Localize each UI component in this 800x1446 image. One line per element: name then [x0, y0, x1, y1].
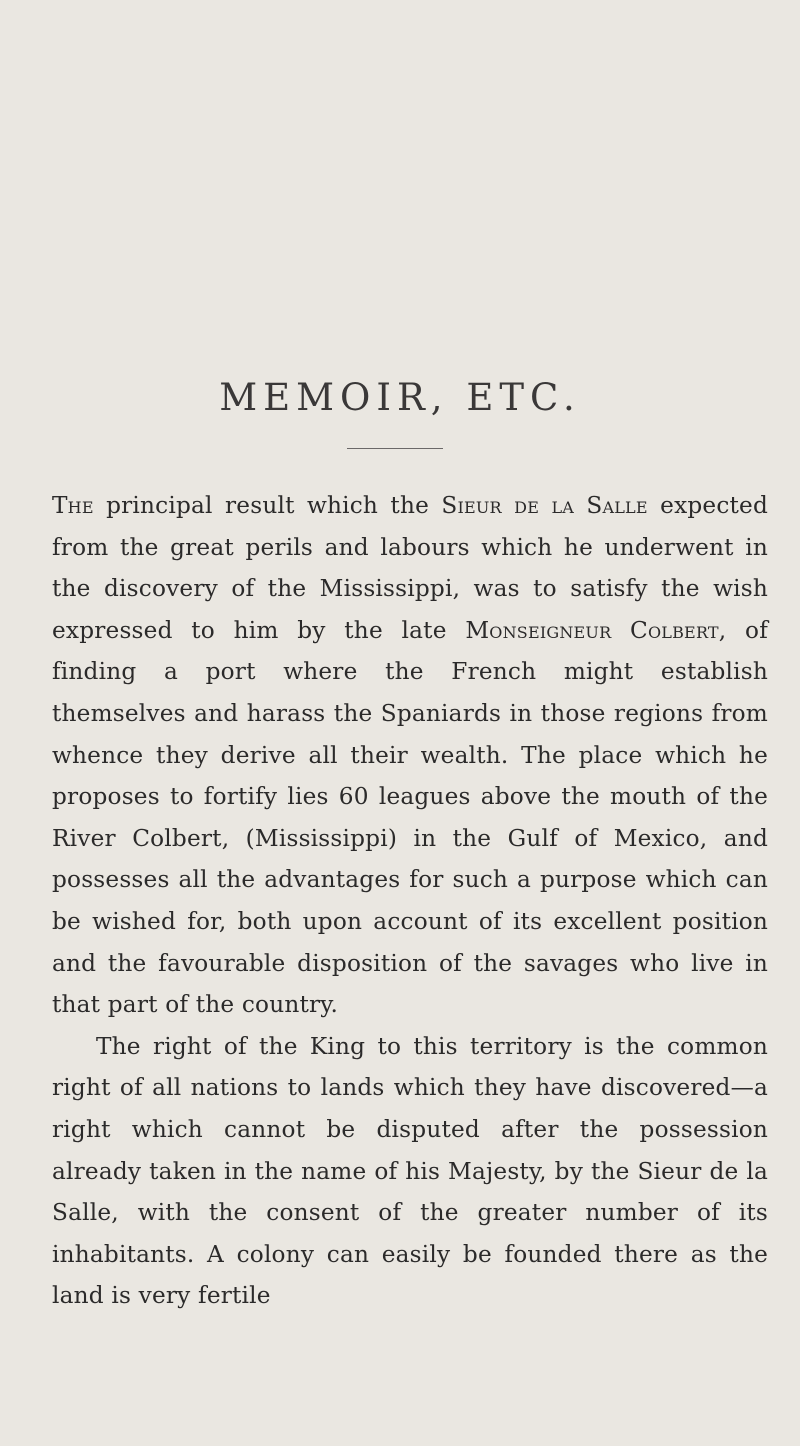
paragraph-1-part-2: expected from the great perils and labours which he underwent in the discovery of the Mississippi, was to satisfy the wish expressed to him by the late: [52, 492, 768, 644]
title-rule: [347, 448, 443, 449]
body-text: [52, 485, 768, 1317]
paragraph-lead-word: The: [52, 492, 94, 519]
paragraph-1: [52, 485, 768, 1026]
page-title: MEMOIR, ETC.: [219, 376, 581, 419]
name-monseigneur-colbert: Monseigneur Colbert,: [465, 616, 727, 644]
name-sieur-de-la-salle: Sieur de la Salle: [441, 492, 648, 519]
paragraph-2: The right of the King to this territory is the common right of all nations to lands which they have discovered—a right which cannot be disputed after the possession already taken in the name of his Majesty, by the Sieur de la Salle, with the consent of the greater number of its inhabitants. A colony can easily be founded there as the land is very fertile: [52, 1032, 768, 1310]
paragraph-1-part-3: of finding a port where the French might establish themselves and harass the Spaniards in those regions from whence they derive all their wealth. The place which he proposes to fortify lies 60 leagues above the mouth of the River Colbert, (Mississippi) in the Gulf of Mexico, and possesses all the advantages for such a purpose which can be wished for, both upon account of its excellent position and the favourable disposition of the savages who live in that part of the country.: [52, 616, 768, 1019]
paragraph-1-part-1: principal result which the: [106, 492, 430, 519]
